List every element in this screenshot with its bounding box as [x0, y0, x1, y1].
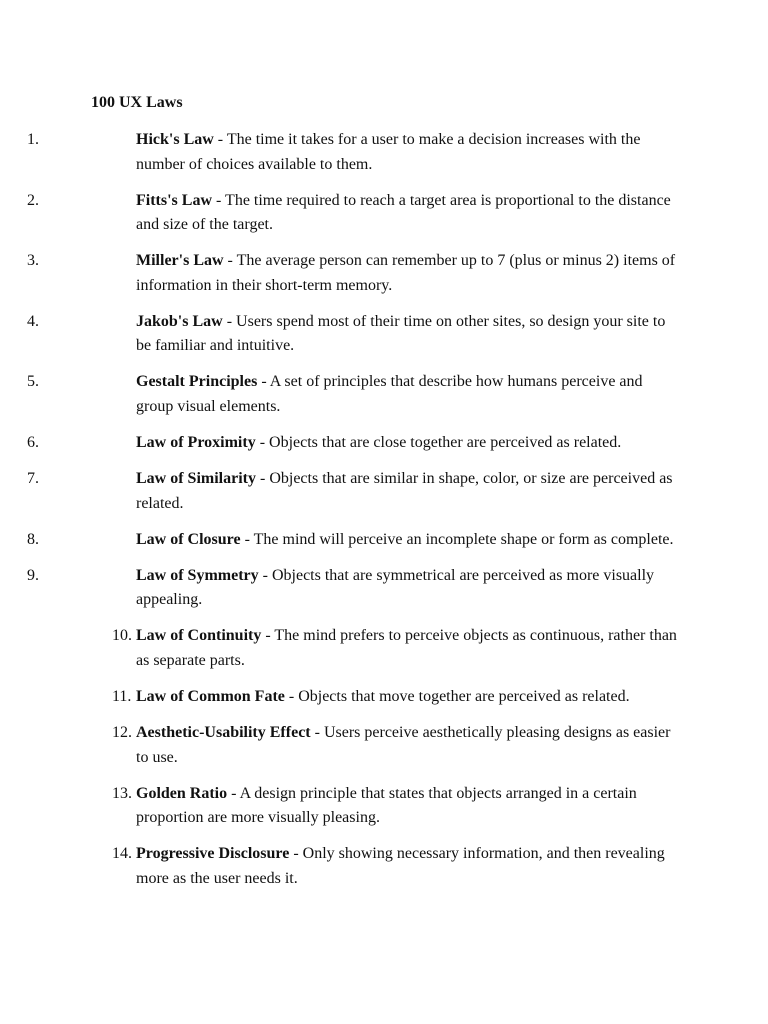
list-item	[0, 128, 681, 177]
law-description: - The time it takes for a user to make a decision increases with the number of choices available to them.	[136, 131, 641, 173]
law-description: - Only showing necessary information, and then revealing more as the user needs it.	[136, 845, 665, 887]
list-item	[0, 564, 681, 613]
list-item	[0, 624, 681, 673]
law-name: Aesthetic-Usability Effect	[136, 724, 311, 742]
list-item	[0, 467, 681, 516]
law-description: - The mind will perceive an incomplete shape or form as complete.	[240, 530, 674, 548]
list-item	[0, 685, 681, 710]
list-number: 1.	[27, 131, 39, 148]
list-number: 3.	[27, 252, 39, 270]
list-number: 10.	[112, 627, 132, 645]
law-name: Progressive Disclosure	[136, 845, 290, 863]
law-description: - Users spend most of their time on other sites, so design your site to be familiar and intuitive.	[136, 312, 666, 355]
law-name: Fitts's Law	[136, 191, 212, 209]
list-number: 2.	[27, 191, 39, 209]
list-item	[0, 721, 681, 770]
list-item	[0, 528, 681, 553]
list-number: 11.	[112, 687, 132, 705]
law-name: Law of Similarity	[136, 470, 256, 488]
law-name: Miller's Law	[136, 252, 224, 270]
law-description: - The time required to reach a target area is proportional to the distance and size of the target.	[136, 191, 671, 234]
law-name: Law of Proximity	[136, 433, 256, 451]
list-number: 5.	[27, 373, 39, 391]
law-description: - Objects that are symmetrical are perceived as more visually appealing.	[136, 566, 655, 609]
law-list	[0, 128, 768, 903]
law-name: Jakob's Law	[136, 312, 223, 330]
law-description: - The average person can remember up to 7 (plus or minus 2) items of information in their short-term memory.	[136, 252, 676, 294]
list-number: 12.	[112, 724, 132, 742]
law-description: - A design principle that states that objects arranged in a certain proportion are more visually pleasing.	[136, 784, 637, 827]
list-number: 8.	[27, 530, 39, 548]
list-item	[0, 189, 681, 238]
law-description: - Objects that are close together are perceived as related.	[255, 433, 622, 451]
list-item	[0, 782, 681, 831]
list-item	[0, 310, 681, 359]
law-description: - Objects that are similar in shape, color, or size are perceived as related.	[136, 470, 673, 512]
list-item	[0, 370, 681, 419]
list-item	[0, 842, 681, 891]
list-number: 7.	[27, 470, 39, 488]
list-item	[0, 249, 681, 298]
law-description: - The mind prefers to perceive objects as continuous, rather than as separate parts.	[136, 627, 677, 669]
law-description: - A set of principles that describe how humans perceive and group visual elements.	[136, 373, 643, 415]
law-name: Golden Ratio	[136, 784, 228, 802]
law-description: - Objects that move together are perceived as related.	[284, 687, 630, 705]
list-item	[0, 431, 681, 456]
law-name: Law of Common Fate	[136, 687, 285, 705]
document-title: 100 UX Laws	[91, 94, 183, 111]
law-name: Gestalt Principles	[136, 373, 258, 391]
law-description: - Users perceive aesthetically pleasing designs as easier to use.	[136, 724, 671, 766]
law-name: Law of Symmetry	[136, 566, 259, 584]
law-name: Law of Closure	[136, 530, 241, 548]
law-name: Hick's Law	[136, 131, 214, 148]
list-number: 6.	[27, 433, 39, 451]
list-number: 4.	[27, 312, 39, 330]
list-number: 14.	[112, 845, 132, 863]
list-number: 9.	[27, 566, 39, 584]
list-number: 13.	[112, 784, 132, 802]
law-name: Law of Continuity	[136, 627, 262, 645]
